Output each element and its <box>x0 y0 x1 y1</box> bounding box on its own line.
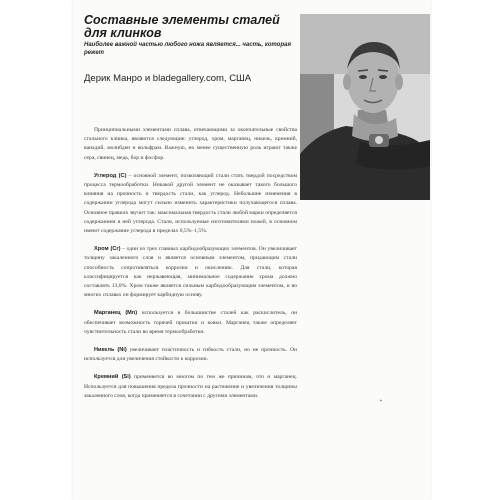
paragraph-nickel <box>84 346 297 364</box>
paragraph-text: – один из трех главных карбидообразующих элементов. Он увеличивает толщину закаленного слоя и является основным элементом, придающим стали способность сопротивляться коррозии и окислению. Для стали, которая классифицируется как нержавеющая, минимальное содержание хрома должно составлять 13,0%. Хром также является сильным карбидообразующим элементом, и во многих сплавах он формирует карбидную основу. <box>84 246 297 299</box>
paragraph-intro <box>84 126 297 163</box>
paragraph-text: применяется во многом по тем же причинам, что и марганец. Используется для повышения предела прочности на растяжение и увеличения толщины закаленного слоя, когда применяется в сочетании с другими элементами. <box>84 374 298 399</box>
paragraph-text: увеличивает пластичность и гибкость стали, но не прочность. Он используется для увеличения стойкости к коррозии. <box>84 347 297 363</box>
term-chromium: Хром (Cr) <box>94 246 121 253</box>
article-body <box>84 126 297 410</box>
article-subtitle: Наиболее важной частью любого ножа является... часть, которая режет <box>84 42 291 56</box>
article-title: Составные элементы сталей для клинков <box>84 13 280 40</box>
term-nickel: Никель (Ni) <box>94 347 127 354</box>
paragraph-carbon <box>84 172 297 236</box>
article-author: Дерик Манро и bladegallery.com, США <box>84 73 252 84</box>
term-carbon: Углерод (С) <box>94 172 127 179</box>
book-page <box>73 0 430 500</box>
term-silicon: Кремний (Si) <box>94 374 131 381</box>
author-portrait-photo <box>300 14 430 200</box>
portrait-image <box>300 14 430 200</box>
paragraph-chromium <box>84 245 297 300</box>
paragraph-text: – основной элемент, позволяющий стали стать твердой посредством процесса термообработки. Никакой другой элемент не оказывает такого большого влияния на прочность и твердость стали, как углерод. Небольшие изменения в содержании углерода могут сильно изменить характеристики получающегося сплава. Основное правило звучит так: максимальная твердость стали любой марки определяется содержанием в ней углерода. Стали, используемые изготовителями ножей, в основном имеют содержание углерода в пределах 0,5%–1,5%. <box>84 172 297 235</box>
paragraph-text: используется в большинстве сталей как раскислитель, он обеспечивает возможность горячей прокатки и ковки. Марганец также определяет чувствительность стали во время термообработки. <box>84 310 297 335</box>
paragraph-text: Принципиальными элементами сплава, отвечающими за окончательные свойства стального клинка, являются следующие: углерод, хром, марганец, никель, кремний, ванадий, молибден и вольфрам. Важную, но менее существенную роль играют также сера, свинец, медь, бор и фосфор. <box>84 127 297 161</box>
term-manganese: Марганец (Mn) <box>94 310 138 317</box>
page-marker: ▪ <box>380 398 382 404</box>
paragraph-manganese <box>84 309 297 337</box>
paragraph-silicon <box>84 373 297 401</box>
